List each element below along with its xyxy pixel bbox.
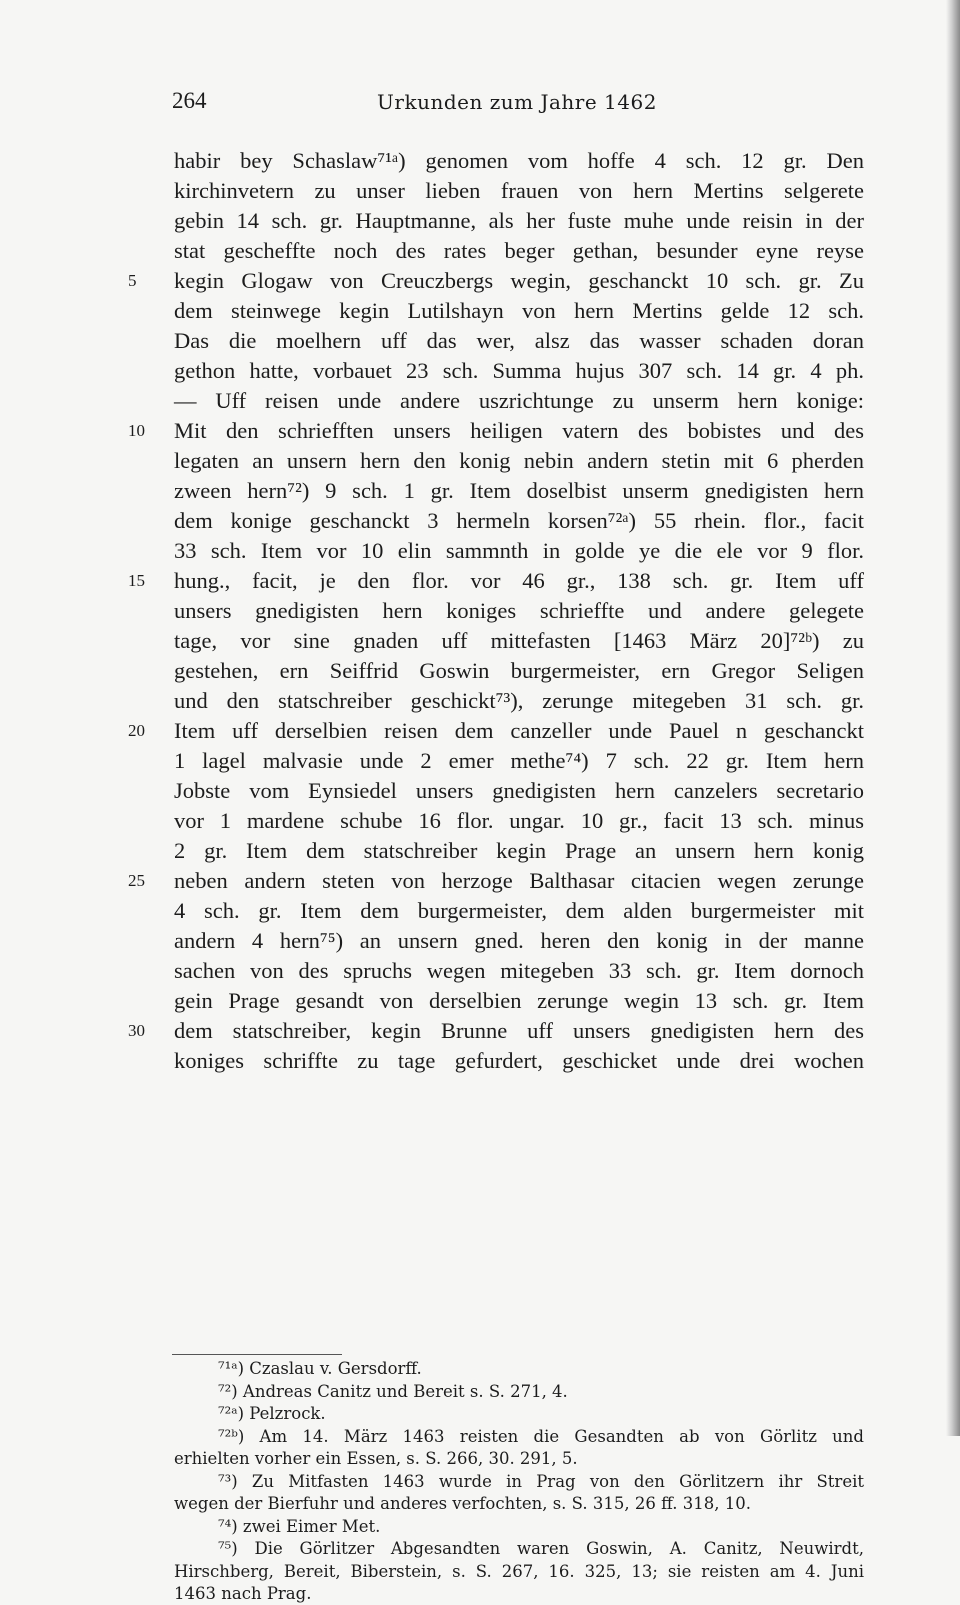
footnote-line: ⁷⁴) zwei Eimer Met.: [218, 1517, 381, 1536]
line-number: [128, 776, 164, 806]
text-line: Item uff derselbien reisen dem canzeller unde Pauel n geschanckt: [174, 718, 864, 743]
text-line: hung., facit, je den flor. vor 46 gr., 138 sch. gr. Item uff: [174, 568, 864, 593]
text-line: und den statschreiber geschickt⁷³), zerunge mitegeben 31 sch. gr.: [174, 688, 864, 713]
line-number: [128, 146, 164, 176]
footnote-line: ⁷¹ᵃ) Czaslau v. Gersdorff.: [218, 1359, 422, 1378]
text-line: dem steinwege kegin Lutilshayn von hern Mertins gelde 12 sch.: [174, 298, 864, 323]
text-line: 2 gr. Item dem statschreiber kegin Prage an unsern hern konig: [174, 838, 864, 863]
line-number: 10: [128, 421, 145, 440]
line-number: [128, 236, 164, 266]
line-number: [128, 986, 164, 1016]
footnote-line: ⁷²) Andreas Canitz und Bereit s. S. 271, 4.: [218, 1382, 568, 1401]
line-number: 25: [128, 871, 145, 890]
text-line: Mit den schriefften unsers heiligen vatern des bobistes und des: [174, 418, 864, 443]
footnote-line: ⁷³) Zu Mitfasten 1463 wurde in Prag von den Görlitzern ihr Streit: [218, 1472, 864, 1491]
line-number: [128, 836, 164, 866]
running-head: Urkunden zum Jahre 1462: [377, 90, 657, 114]
line-number: [128, 386, 164, 416]
text-line: — Uff reisen unde andere uszrichtunge zu unserm hern konige:: [174, 388, 864, 413]
page-header: [172, 88, 862, 124]
text-line: sachen von des spruchs wegen mitegeben 33 sch. gr. Item dornoch: [174, 958, 864, 983]
line-number: [128, 296, 164, 326]
line-number: [128, 806, 164, 836]
text-line: vor 1 mardene schube 16 flor. ungar. 10 gr., facit 13 sch. minus: [174, 808, 864, 833]
line-number: [128, 596, 164, 626]
page-edge-shadow: [946, 0, 960, 1436]
line-number: [128, 326, 164, 356]
line-number: 15: [128, 571, 145, 590]
text-line: unsers gnedigisten hern koniges schrieffte und andere gelegete: [174, 598, 864, 623]
text-line: legaten an unsern hern den konig nebin andern stetin mit 6 pherden: [174, 448, 864, 473]
footnote-line: ⁷²ᵃ) Pelzrock.: [218, 1404, 326, 1423]
footnote-line: ⁷²ᵇ) Am 14. März 1463 reisten die Gesandten ab von Görlitz und: [218, 1427, 864, 1446]
line-number: [128, 896, 164, 926]
line-number: 30: [128, 1021, 145, 1040]
text-line: gestehen, ern Seiffrid Goswin burgermeister, ern Gregor Seligen: [174, 658, 864, 683]
footnote-line: wegen der Bierfuhr und anderes verfochten, s. S. 315, 26 ff. 318, 10.: [174, 1494, 751, 1513]
footnote-rule: [172, 1354, 342, 1355]
text-line: kegin Glogaw von Creuczbergs wegin, geschanckt 10 sch. gr. Zu: [174, 268, 864, 293]
footnote-line: erhielten vorher ein Essen, s. S. 266, 30. 291, 5.: [174, 1449, 578, 1468]
text-line: gethon hatte, vorbauet 23 sch. Summa hujus 307 sch. 14 gr. 4 ph.: [174, 358, 864, 383]
text-line: kirchinvetern zu unser lieben frauen von hern Mertins selgerete: [174, 178, 864, 203]
text-line: stat gescheffte noch des rates beger gethan, besunder eyne reyse: [174, 238, 864, 263]
line-number: [128, 926, 164, 956]
text-line: andern 4 hern⁷⁵) an unsern gned. heren den konig in der manne: [174, 928, 864, 953]
text-line: tage, vor sine gnaden uff mittefasten [1463 März 20]⁷²ᵇ) zu: [174, 628, 864, 653]
text-line: dem konige geschanckt 3 hermeln korsen⁷²ᵃ) 55 rhein. flor., facit: [174, 508, 864, 533]
text-line: gebin 14 sch. gr. Hauptmanne, als her fuste muhe unde reisin in der: [174, 208, 864, 233]
footnote-line: 1463 nach Prag.: [174, 1584, 312, 1603]
text-line: Jobste vom Eynsiedel unsers gnedigisten hern canzelers secretario: [174, 778, 864, 803]
text-line: 1 lagel malvasie unde 2 emer methe⁷⁴) 7 sch. 22 gr. Item hern: [174, 748, 864, 773]
line-number: [128, 746, 164, 776]
text-line: zween hern⁷²) 9 sch. 1 gr. Item doselbist unserm gnedigisten hern: [174, 478, 864, 503]
line-number: [128, 536, 164, 566]
line-number: [128, 626, 164, 656]
text-line: neben andern steten von herzoge Balthasar citacien wegen zerunge: [174, 868, 864, 893]
line-number: 5: [128, 271, 137, 290]
text-line: Das die moelhern uff das wer, alsz das wasser schaden doran: [174, 328, 864, 353]
line-number: [128, 446, 164, 476]
footnote-line: Hirschberg, Bereit, Biberstein, s. S. 267, 16. 325, 13; sie reisten am 4. Juni: [174, 1562, 864, 1581]
page-number: 264: [172, 88, 207, 113]
text-line: 33 sch. Item vor 10 elin sammnth in golde ye die ele vor 9 flor.: [174, 538, 864, 563]
line-number: [128, 176, 164, 206]
text-line: 4 sch. gr. Item dem burgermeister, dem alden burgermeister mit: [174, 898, 864, 923]
text-line: koniges schriffte zu tage gefurdert, geschicket unde drei wochen: [174, 1048, 864, 1073]
line-number: [128, 956, 164, 986]
line-number: [128, 656, 164, 686]
text-line: habir bey Schaslaw⁷¹ᵃ) genomen vom hoffe 4 sch. 12 gr. Den: [174, 148, 864, 173]
line-number: [128, 476, 164, 506]
line-number: [128, 686, 164, 716]
line-number: [128, 206, 164, 236]
footnote-line: ⁷⁵) Die Görlitzer Abgesandten waren Goswin, A. Canitz, Neuwirdt,: [218, 1539, 864, 1558]
text-line: dem statschreiber, kegin Brunne uff unsers gnedigisten hern des: [174, 1018, 864, 1043]
line-number: [128, 506, 164, 536]
line-number: [128, 1046, 164, 1076]
line-number: 20: [128, 721, 145, 740]
line-number: [128, 356, 164, 386]
text-line: gein Prage gesandt von derselbien zerunge wegin 13 sch. gr. Item: [174, 988, 864, 1013]
